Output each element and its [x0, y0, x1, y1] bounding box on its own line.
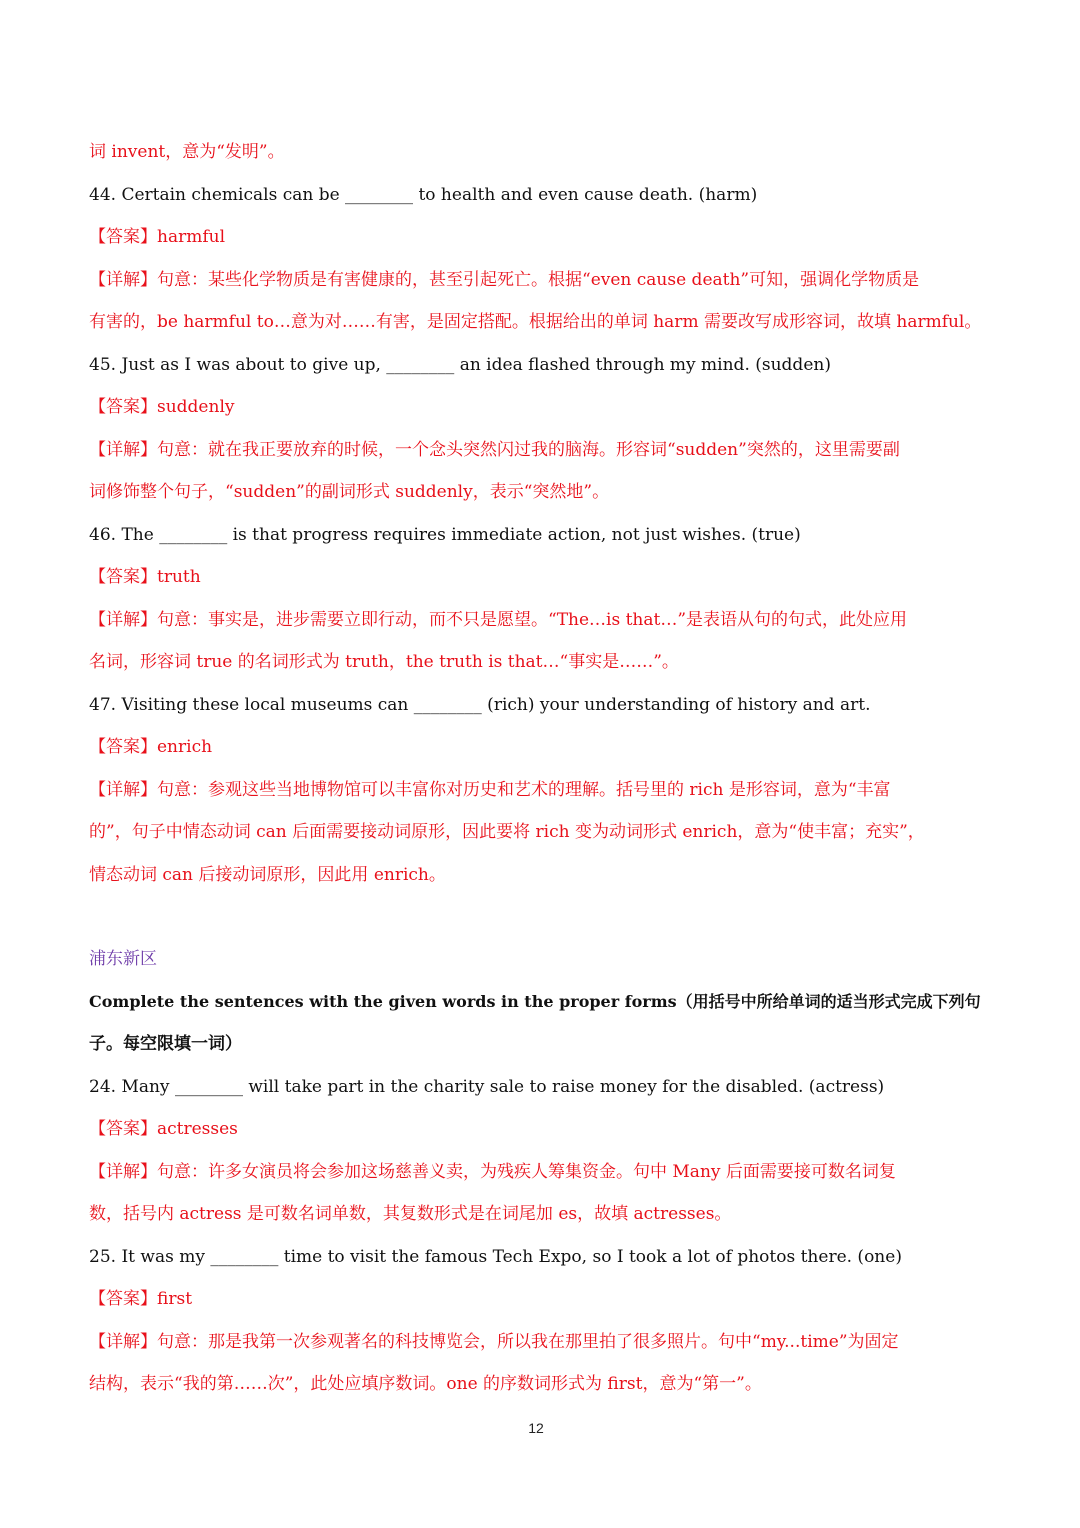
- answer-line: 【详解】句意：参观这些当地博物馆可以丰富你对历史和艺术的理解。括号里的 rich 是形容词，意为“丰富: [89, 780, 891, 800]
- page-number: 12: [528, 1420, 544, 1436]
- instruction-line: Complete the sentences with the given words in the proper forms（用括号中所给单词的适当形式完成下列句: [89, 992, 981, 1011]
- answer-line: 【答案】truth: [89, 567, 201, 587]
- question-line: 24. Many ________ will take part in the charity sale to raise money for the disabled. (actress): [89, 1077, 885, 1097]
- answer-line: 情态动词 can 后接动词原形，因此用 enrich。: [89, 865, 446, 885]
- answer-line: 【答案】suddenly: [89, 397, 235, 417]
- answer-line: 【详解】句意：就在我正要放弃的时候，一个念头突然闪过我的脑海。形容词“sudden”突然的，这里需要副: [89, 440, 900, 460]
- answer-line: 有害的，be harmful to…意为对……有害，是固定搭配。根据给出的单词 harm 需要改写成形容词，故填 harmful。: [89, 312, 982, 332]
- answer-line: 结构，表示“我的第……次”，此处应填序数词。one 的序数词形式为 first，意为“第一”。: [89, 1374, 762, 1394]
- question-line: 47. Visiting these local museums can ________ (rich) your understanding of history and art.: [89, 695, 871, 715]
- instruction-line: 子。每空限填一词）: [89, 1034, 242, 1054]
- answer-line: 【详解】句意：那是我第一次参观著名的科技博览会，所以我在那里拍了很多照片。句中“my...time”为固定: [89, 1332, 899, 1352]
- answer-line: 词 invent，意为“发明”。: [89, 142, 285, 162]
- answer-line: 的”，句子中情态动词 can 后面需要接动词原形，因此要将 rich 变为动词形式 enrich，意为“使丰富；充实”，: [89, 822, 925, 842]
- answer-line: 【答案】harmful: [89, 227, 226, 247]
- answer-line: 【答案】enrich: [89, 737, 213, 757]
- answer-line: 【详解】句意：许多女演员将会参加这场慈善义卖，为残疾人筹集资金。句中 Many 后面需要接可数名词复: [89, 1162, 896, 1182]
- question-line: 25. It was my ________ time to visit the famous Tech Expo, so I took a lot of photos there. (one): [89, 1247, 902, 1267]
- answer-line: 名词，形容词 true 的名词形式为 truth，the truth is that…“事实是……”。: [89, 652, 679, 672]
- question-line: 44. Certain chemicals can be ________ to health and even cause death. (harm): [89, 185, 758, 205]
- answer-line: 数，括号内 actress 是可数名词单数，其复数形式是在词尾加 es，故填 actresses。: [89, 1204, 732, 1224]
- answer-line: 【答案】actresses: [89, 1119, 238, 1139]
- section-heading: 浦东新区: [89, 949, 157, 969]
- answer-line: 【详解】句意：事实是，进步需要立即行动，而不只是愿望。“The…is that…”是表语从句的句式，此处应用: [89, 610, 908, 630]
- answer-line: 【答案】first: [89, 1289, 193, 1309]
- answer-line: 词修饰整个句子，“sudden”的副词形式 suddenly，表示“突然地”。: [89, 482, 610, 502]
- question-line: 45. Just as I was about to give up, ________ an idea flashed through my mind. (sudden): [89, 355, 831, 375]
- question-line: 46. The ________ is that progress requires immediate action, not just wishes. (true): [89, 525, 801, 545]
- answer-line: 【详解】句意：某些化学物质是有害健康的，甚至引起死亡。根据“even cause death”可知，强调化学物质是: [89, 270, 920, 290]
